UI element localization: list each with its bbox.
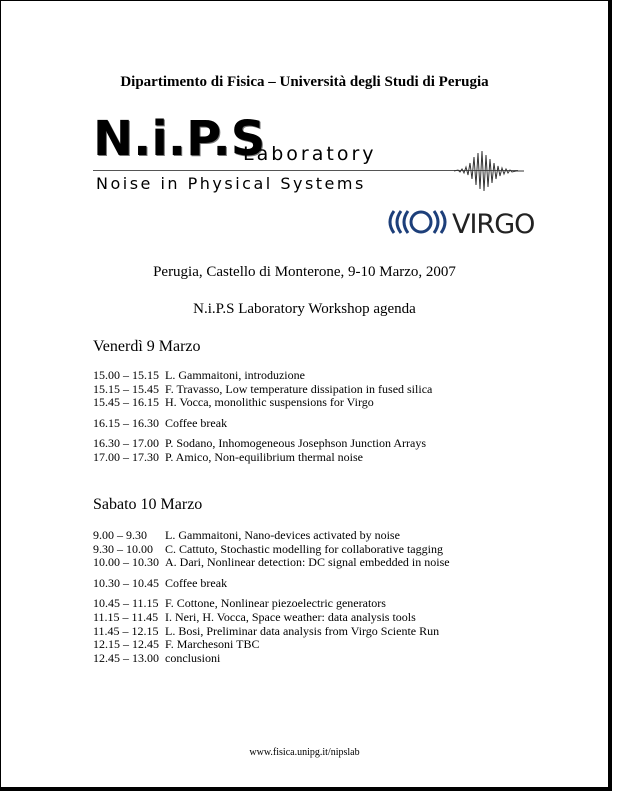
agenda-row: [93, 652, 450, 666]
agenda-row: [93, 451, 432, 465]
agenda-time: 9.30 – 10.00: [93, 541, 153, 556]
day2-schedule: [93, 529, 450, 665]
nips-logo-subtitle: Noise in Physical Systems: [96, 174, 366, 193]
agenda-time: 16.30 – 17.00: [93, 436, 159, 451]
agenda-time: 11.45 – 12.15: [93, 623, 159, 638]
agenda-talk: P. Sodano, Inhomogeneous Josephson Junction Arrays: [165, 436, 426, 451]
day1-title: Venerdì 9 Marzo: [93, 338, 201, 355]
nips-logo-laboratory: Laboratory: [243, 143, 377, 165]
agenda-talk: Coffee break: [165, 575, 228, 590]
agenda-time: 12.15 – 12.45: [93, 637, 159, 652]
day1-schedule: [93, 369, 432, 465]
agenda-talk: Coffee break: [165, 415, 228, 430]
svg-text:VIRGO: VIRGO: [452, 209, 535, 240]
noise-waveform-icon: [454, 147, 524, 195]
footer-url: www.fisica.unipg.it/nipslab: [249, 747, 360, 758]
agenda-talk: P. Amico, Non-equilibrium thermal noise: [165, 449, 363, 464]
agenda-row: [93, 543, 450, 557]
agenda-talk: C. Cattuto, Stochastic modelling for collaborative tagging: [165, 541, 443, 556]
agenda-row: [93, 369, 432, 383]
agenda-row: [93, 529, 450, 543]
agenda-time: 12.45 – 13.00: [93, 650, 159, 665]
agenda-row: [93, 556, 450, 570]
agenda-talk: F. Marchesoni TBC: [165, 637, 260, 652]
agenda-talk: H. Vocca, monolithic suspensions for Virgo: [165, 395, 374, 410]
agenda-row: [93, 625, 450, 639]
agenda-talk: A. Dari, Nonlinear detection: DC signal embedded in noise: [165, 555, 450, 570]
agenda-time: 10.30 – 10.45: [93, 575, 159, 590]
agenda-row: [93, 396, 432, 410]
agenda-row: [93, 638, 450, 652]
agenda-row: [93, 383, 432, 397]
virgo-logo: [384, 207, 535, 240]
agenda-time: 17.00 – 17.30: [93, 449, 159, 464]
agenda-time: 15.00 – 15.15: [93, 368, 159, 382]
agenda-row: [93, 577, 450, 591]
nips-logo-title: N.i.P.S: [93, 111, 266, 167]
agenda-talk: F. Cottone, Nonlinear piezoelectric generators: [165, 596, 386, 611]
agenda-row: [93, 417, 432, 431]
agenda-talk: L. Gammaitoni, Nano-devices activated by noise: [165, 528, 400, 542]
agenda-talk: L. Gammaitoni, introduzione: [165, 368, 305, 382]
venue-line: Perugia, Castello di Monterone, 9-10 Marzo, 2007: [153, 264, 456, 280]
agenda-row: [93, 597, 450, 611]
agenda-time: 11.15 – 11.45: [93, 609, 159, 624]
department-header: Dipartimento di Fisica – Università degli Studi di Perugia: [120, 74, 489, 90]
agenda-time: 15.45 – 16.15: [93, 395, 159, 410]
agenda-time: 15.15 – 15.45: [93, 381, 159, 396]
agenda-title: N.i.P.S Laboratory Workshop agenda: [193, 301, 416, 317]
agenda-talk: F. Travasso, Low temperature dissipation in fused silica: [165, 381, 433, 396]
agenda-time: 9.00 – 9.30: [93, 528, 147, 542]
agenda-row: [93, 437, 432, 451]
agenda-row: [93, 611, 450, 625]
agenda-talk: L. Bosi, Preliminar data analysis from Virgo Sciente Run: [165, 623, 440, 638]
day2-title: Sabato 10 Marzo: [93, 496, 203, 513]
agenda-time: 10.00 – 10.30: [93, 555, 159, 570]
agenda-time: 10.45 – 11.15: [93, 596, 159, 611]
agenda-talk: I. Neri, H. Vocca, Space weather: data analysis tools: [165, 609, 416, 624]
agenda-time: 16.15 – 16.30: [93, 415, 159, 430]
agenda-talk: conclusioni: [165, 650, 221, 665]
